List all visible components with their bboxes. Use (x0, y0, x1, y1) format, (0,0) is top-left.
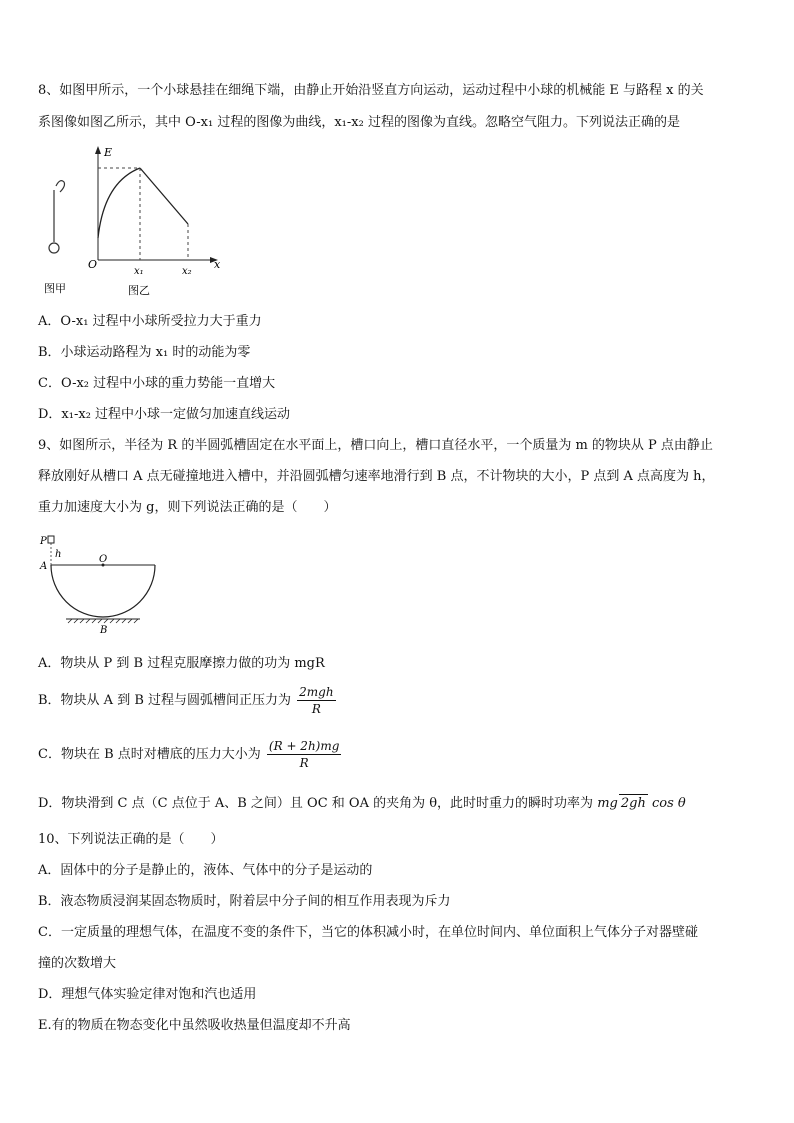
origin-label: O (88, 258, 98, 271)
q10-option-c-line1: C．一定质量的理想气体，在温度不变的条件下，当它的体积减小时，在单位时间内、单位面积上气体分子对器壁碰 (38, 925, 698, 940)
point-p-label: P (40, 536, 47, 547)
axis-e-label: E (104, 146, 113, 159)
q9-option-d-text: D．物块滑到 C 点（C 点位于 A、B 之间）且 OC 和 OA 的夹角为 θ，此时时重力的瞬时功率为 (38, 796, 594, 811)
tick-x1-label: x₁ (134, 266, 144, 277)
hanging-ball-diagram (49, 181, 65, 253)
q10-option-c-line2: 撞的次数增大 (38, 956, 117, 971)
q10-option-a: A．固体中的分子是静止的，液体、气体中的分子是运动的 (38, 863, 373, 878)
q10-option-b: B．液态物质浸润某固态物质时，附着层中分子间的相互作用表现为斥力 (38, 894, 451, 909)
sqrt-expression: 2gh (620, 796, 646, 811)
fraction-denominator: R (311, 702, 321, 716)
q8-option-d: D．x₁-x₂ 过程中小球一定做匀加速直线运动 (38, 407, 291, 422)
fig-jia-caption: 图甲 (44, 282, 66, 295)
height-h-label: h (55, 549, 62, 560)
q8-option-b: B．小球运动路程为 x₁ 时的动能为零 (38, 345, 251, 360)
q9-option-b (38, 684, 336, 717)
point-b-label: B (100, 625, 108, 636)
q10-option-e: E.有的物质在物态变化中虽然吸收热量但温度却不升高 (38, 1018, 351, 1033)
semicircle-groove-diagram (48, 536, 155, 623)
q8-option-a: A．O-x₁ 过程中小球所受拉力大于重力 (38, 314, 262, 329)
q9-option-b-fraction (297, 684, 335, 717)
tick-x2-label: x₂ (182, 266, 192, 277)
q8-figure (38, 142, 238, 302)
q9-stem-line1: 9、如图所示，半径为 R 的半圆弧槽固定在水平面上，槽口向上，槽口直径水平，一个质量为 m 的物块从 P 点由静止 (38, 438, 713, 453)
fraction-denominator: R (299, 756, 309, 770)
q10-stem: 10、下列说法正确的是（ ） (38, 832, 224, 847)
q9-option-c-text: C．物块在 B 点时对槽底的压力大小为 (38, 747, 261, 762)
q9-option-b-text: B．物块从 A 到 B 过程与圆弧槽间正压力为 (38, 693, 292, 708)
center-o-label: O (99, 554, 108, 565)
q10-option-d: D．理想气体实验定律对饱和汽也适用 (38, 987, 257, 1002)
point-a-label: A (40, 561, 48, 572)
q9-option-c-fraction (267, 738, 342, 771)
q9-option-d-cos: cos θ (651, 796, 686, 811)
q9-figure (38, 532, 168, 640)
q9-stem-line2: 释放刚好从槽口 A 点无碰撞地进入槽中，并沿圆弧槽匀速率地滑行到 B 点，不计物块的大小，P 点到 A 点高度为 h， (38, 469, 715, 484)
fig-yi-caption: 图乙 (128, 284, 150, 297)
q8-stem-line2: 系图像如图乙所示，其中 O-x₁ 过程的图像为曲线，x₁-x₂ 过程的图像为直线。忽略空气阻力。下列说法正确的是 (38, 115, 680, 130)
q9-option-a: A．物块从 P 到 B 过程克服摩擦力做的功为 mgR (38, 656, 325, 671)
q9-stem-line3: 重力加速度大小为 g，则下列说法正确的是（ ） (38, 500, 337, 515)
q8-stem-line1: 8、如图甲所示，一个小球悬挂在细绳下端，由静止开始沿竖直方向运动，运动过程中小球的机械能 E 与路程 x 的关 (38, 83, 704, 98)
e-x-graph (95, 146, 218, 263)
fraction-numerator: 2mgh (299, 685, 334, 699)
fraction-numerator: (R + 2h)mg (268, 739, 340, 753)
q9-option-d-mg: mg (597, 796, 618, 811)
q9-option-d (38, 794, 686, 813)
q8-option-c: C．O-x₂ 过程中小球的重力势能一直增大 (38, 376, 276, 391)
q9-option-c (38, 738, 341, 771)
axis-x-label: x (214, 258, 221, 271)
